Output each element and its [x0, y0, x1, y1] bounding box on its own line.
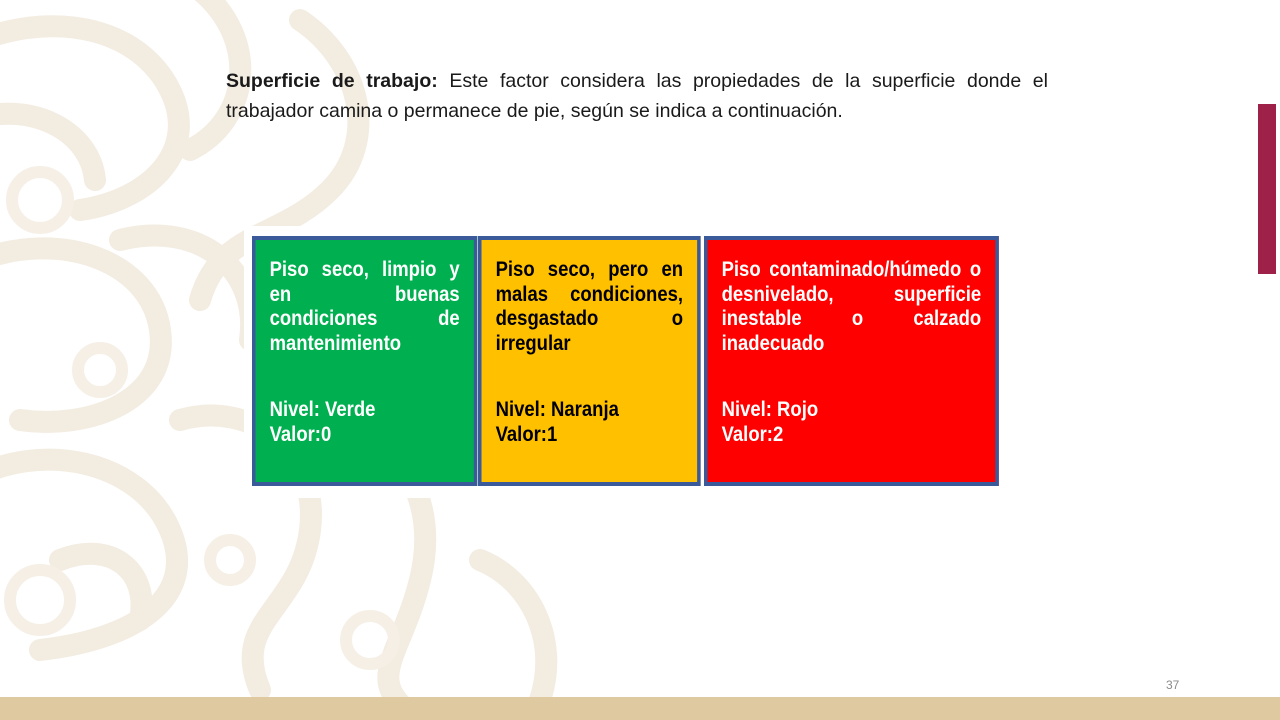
level-card-value: Valor:0: [269, 422, 332, 446]
level-card-description: Piso seco, limpio y en buenas condiciones de mantenimiento: [269, 258, 460, 355]
floor-levels-figure: [244, 226, 1008, 498]
level-card-red: [704, 236, 999, 486]
level-card-description: Piso seco, pero en malas condiciones, desgastado o irregular: [495, 258, 684, 355]
accent-bar: [1258, 104, 1276, 274]
level-card-orange: [478, 236, 701, 486]
level-card-value: Valor:2: [721, 422, 784, 446]
level-card-description: Piso contaminado/húmedo o desnivelado, superficie inestable o calzado inadecuado: [721, 258, 982, 355]
level-card-level: Nivel: Verde: [269, 398, 376, 421]
level-card-green: [252, 236, 477, 486]
level-card-level: Nivel: Rojo: [721, 398, 819, 421]
page-number: 37: [1166, 678, 1180, 692]
intro-lead: Superficie de trabajo:: [226, 70, 438, 92]
intro-paragraph: [226, 66, 1048, 126]
intro-text: Este factor considera las propiedades de la superficie donde el trabajador camina o permanece de pie, según se indica a continuación.: [226, 70, 1048, 122]
footer-band: [0, 697, 1280, 720]
level-card-value: Valor:1: [495, 422, 558, 446]
level-card-level: Nivel: Naranja: [495, 398, 619, 421]
